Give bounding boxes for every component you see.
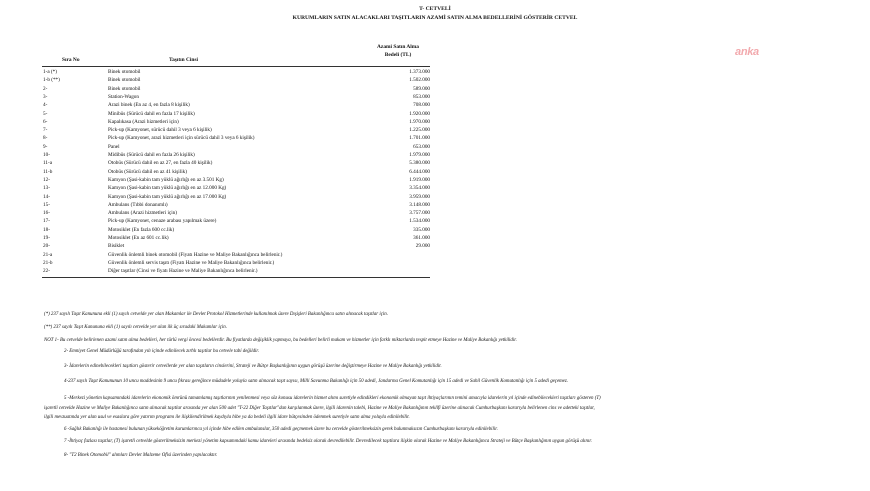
row-price: 1.502.000 — [409, 77, 430, 84]
row-vehicle-type: Panel — [108, 143, 120, 150]
brand-logo: anka — [735, 46, 759, 58]
header-bedel-line1: Azami Satın Alma — [377, 44, 419, 50]
row-price: 1.701.000 — [409, 135, 430, 142]
page-subtitle: KURUMLARIN SATIN ALACAKLARI TAŞITLARIN AZAMİ SATIN ALMA BEDELLERİNİ GÖSTERİR CETVEL — [292, 15, 578, 21]
row-number: 10- — [43, 152, 50, 158]
table-row — [0, 126, 870, 134]
row-vehicle-type: Arazi binek (En az 4, en fazla 8 kişilik) — [108, 102, 190, 109]
row-vehicle-type: Binek otomobil — [108, 85, 141, 92]
note-line: ilgili mevzuatında yer alan usul ve esaslara göre yatırım programı ile ilişkilendirilmek kaydıyla hibe ya da bedeli ilgili idare bütçesinden ödenmek suretiyle satın alma yoluyla edinilebilir. — [44, 415, 410, 420]
row-number: 7- — [43, 127, 48, 134]
row-price: 1.225.000 — [409, 127, 430, 134]
table-row — [0, 193, 870, 201]
row-price: 5.380.000 — [409, 160, 430, 167]
row-vehicle-type: Diğer taşıtlar (Cinsi ve fiyatı Hazine ve Maliye Bakanlığınca belirlenir.) — [108, 268, 258, 275]
note-line: 3- İdarelerin edinebilecekleri taşıtları gösterir cetvellerde yer alan taşıtların cinslerini, Strateji ve Bütçe Başkanlığının uygun görüşü üzerine değiştirmeye Hazine ve Maliye Bakanlığı yetkilidir. — [64, 364, 442, 369]
row-number: 22- — [43, 268, 50, 275]
note-line: NOT 1- Bu cetvelde belirlenen azami satın alma bedelleri, her türlü vergi öncesi bedellerdir. Bu fiyatlarda değişiklik yapmaya, bu bedelleri belirli makam ve hizmetler için farklı miktarlarda tespit etmeye Hazine ve Maliye Bakanlığı yetkilidir. — [44, 338, 517, 343]
table-row — [0, 93, 870, 101]
row-number: 2- — [43, 85, 48, 92]
row-number: 1-b (**) — [43, 77, 60, 84]
row-vehicle-type: Midibüs (Sürücü dahil en fazla 26 kişilik) — [108, 152, 195, 158]
row-vehicle-type: Kamyon (Şasi-kabin tam yüklü ağırlığı en az 17.000 Kg) — [108, 193, 227, 200]
row-vehicle-type: Pick-up (Kamyonet, cenaze arabası yapılmak üzere) — [108, 218, 217, 225]
row-price: 3.959.000 — [409, 193, 430, 200]
table-bottom-rule — [42, 277, 430, 278]
page-title: T- CETVELİ — [419, 6, 451, 12]
header-sira-no: Sıra No — [62, 57, 80, 63]
row-vehicle-type: Station-Wagon — [108, 93, 139, 100]
row-vehicle-type: Kapalıkasa (Arazi hizmetleri için) — [108, 118, 179, 125]
row-price: 3.354.000 — [409, 185, 430, 192]
row-vehicle-type: Güvenlik önlemli servis taşıtı (Fiyatı Hazine ve Maliye Bakanlığınca belirlenir.) — [108, 259, 275, 266]
row-vehicle-type: Güvenlik önlemli binek otomobil (Fiyatı Hazine ve Maliye Bakanlığınca belirlenir.) — [108, 251, 283, 258]
table-row — [0, 176, 870, 184]
row-vehicle-type: Ambulans (Tıbbi donanımlı) — [108, 201, 168, 208]
row-number: 3- — [43, 93, 48, 100]
row-vehicle-type: Binek otomobil — [108, 69, 141, 75]
row-price: 1.979.000 — [409, 152, 430, 158]
row-vehicle-type: Pick-up (Kamyonet, arazi hizmetleri için sürücü dahil 3 veya 6 kişilik) — [108, 135, 255, 142]
table-row — [0, 110, 870, 118]
header-tasit-cinsi: Taşıtın Cinsi — [169, 57, 199, 63]
row-number: 11-b — [43, 168, 53, 175]
table-row — [0, 234, 870, 242]
row-vehicle-type: Kamyon (Şasi-kabin tam yüklü ağırlığı en az 3.501 Kg) — [108, 176, 224, 183]
row-price: 708.000 — [413, 102, 430, 109]
note-line: (**) 237 sayılı Taşıt Kanununa ekli (1) sayılı cetvelde yer alan ilk üç sıradaki Makamlar için. — [44, 325, 227, 330]
row-number: 17- — [43, 218, 50, 225]
row-price: 1.970.000 — [409, 118, 430, 125]
note-line: 5 -Merkezi yönetim kapsamındaki idarelerin ekonomik ömrünü tamamlamış taşıtlarının yenilenmesi veya söz konusu idarelerin hizmet alımı suretiyle edindikleri ekonomik olmayan taşıt ihtiyaçlarının temini amacıyla idarelerin yıl içinde edinebilecekleri taşıtları gösteren (T) — [64, 396, 601, 401]
table-row — [0, 217, 870, 225]
row-price: 335.000 — [413, 226, 430, 233]
header-rule — [42, 66, 430, 67]
table-row — [0, 101, 870, 109]
row-number: 1-a (*) — [43, 69, 57, 75]
table-row — [0, 151, 870, 159]
table-row — [0, 259, 870, 267]
row-vehicle-type: Ambulans (Arazi hizmetleri için) — [108, 210, 177, 217]
header-bedel — [366, 43, 430, 59]
row-number: 19- — [43, 235, 50, 241]
row-price: 361.000 — [413, 235, 430, 241]
row-number: 21-a — [43, 251, 53, 258]
row-price: 29.000 — [415, 243, 430, 250]
table-row — [0, 68, 870, 76]
table-row — [0, 201, 870, 209]
table-row — [0, 134, 870, 142]
table-row — [0, 168, 870, 176]
row-price: 3.148.000 — [409, 201, 430, 208]
row-price: 1.919.000 — [409, 176, 430, 183]
row-vehicle-type: Motosiklet (En fazla 600 cc.lik) — [108, 226, 175, 233]
row-vehicle-type: Otobüs (Sürücü dahil en az 27, en fazla 40 kişilik) — [108, 160, 213, 167]
row-number: 21-b — [43, 259, 53, 266]
row-vehicle-type: Otobüs (Sürücü dahil en az 41 kişilik) — [108, 168, 187, 175]
row-number: 13- — [43, 185, 50, 192]
row-number: 14- — [43, 193, 50, 200]
note-line: 7 -İhtiyaç fazlası taşıtlar, (T) işaretli cetvelde gösterilmeksizin merkezi yönetim kapsamındaki kamu idareleri arasında bedelsiz olarak devredilebilir. Devredilecek taşıtlara ilişkin olarak Hazine ve Maliye Bakanlığınca Strateji ve Bütçe Başkanlığının uygun görüşü alınır. — [64, 439, 592, 444]
row-number: 15- — [43, 201, 50, 208]
row-number: 5- — [43, 110, 48, 117]
row-price: 1.373.000 — [409, 69, 430, 75]
note-line: (*) 237 sayılı Taşıt Kanununa ekli (1) sayılı cetvelde yer alan Makamlar ile Devlet Protokol Hizmetlerinde kullanılmak üzere Dışişleri Bakanlığınca satın alınacak taşıtlar için. — [44, 312, 388, 317]
row-price: 3.757.000 — [409, 210, 430, 217]
row-vehicle-type: Minibüs (Sürücü dahil en fazla 17 kişilik) — [108, 110, 195, 117]
note-line: 2- Emniyet Genel Müdürlüğü tarafından yılı içinde edinilecek zırhlı taşıtlar bu cetvele tabi değildir. — [64, 349, 259, 354]
row-number: 11-a — [43, 160, 53, 167]
row-number: 6- — [43, 118, 48, 125]
row-price: 853.000 — [413, 93, 430, 100]
note-line: 8- "T2 Binek Otomobil" alımları Devlet Malzeme Ofisi üzerinden yapılacaktır. — [64, 453, 218, 458]
row-number: 18- — [43, 226, 50, 233]
row-vehicle-type: Motosiklet (En az 601 cc.lik) — [108, 235, 169, 241]
table-row — [0, 184, 870, 192]
table-row — [0, 85, 870, 93]
table-row — [0, 159, 870, 167]
row-price: 6.444.000 — [409, 168, 430, 175]
row-number: 4- — [43, 102, 48, 109]
table-row — [0, 76, 870, 84]
table-row — [0, 118, 870, 126]
table-row — [0, 267, 870, 275]
note-line: 6 -Sağlık Bakanlığı ile hastanesi bulunan yükseköğretim kurumlarınca yıl içinde hibe edilen ambulanslar, 350 adedi geçmemek üzere bu cetvelde gösterilmeksizin gerek bulunmaksızın Cumhurbaşkanı kararıyla edinilebilir. — [64, 427, 498, 432]
row-price: 653.000 — [413, 143, 430, 150]
row-number: 8- — [43, 135, 48, 142]
table-row — [0, 242, 870, 250]
note-line: işaretli cetvelde Hazine ve Maliye Bakanlığınca satın alınacak taşıtlar arasında yer alan 500 adet "T-22 Diğer Taşıtlar"dan karşılanmak üzere, ilgili idarenin talebi, Hazine ve Maliye Bakanlığının teklifi üzerine alınacak Cumhurbaşkanı kararıyla belirlenen cins ve adetteki taşıtlar, — [44, 406, 595, 411]
row-number: 9- — [43, 143, 48, 150]
row-number: 20- — [43, 243, 50, 250]
row-vehicle-type: Kamyon (Şasi-kabin tam yüklü ağırlığı en az 12.000 Kg) — [108, 185, 227, 192]
row-vehicle-type: Pick-up (Kamyonet, sürücü dahil 3 veya 6 kişilik) — [108, 127, 212, 134]
note-line: 4-237 sayılı Taşıt Kanununun 10 uncu maddesinin 9 uncu fıkrası gereğince müdadele yoluyla satın alınacak taşıt sayısı, Milli Savunma Bakanlığı için 50 adedi, Jandarma Genel Komutanlığı için 15 adedi ve Sahil Güvenlik Komutanlığı için 5 adedi geçemez. — [64, 379, 568, 384]
row-number: 12- — [43, 176, 50, 183]
table-row — [0, 251, 870, 259]
table-row — [0, 143, 870, 151]
row-vehicle-type: Bisiklet — [108, 243, 125, 250]
table-row — [0, 209, 870, 217]
table-row — [0, 226, 870, 234]
row-price: 589.000 — [413, 85, 430, 92]
header-bedel-line2: Bedeli (TL) — [384, 52, 412, 58]
row-price: 1.920.000 — [409, 110, 430, 117]
row-vehicle-type: Binek otomobil — [108, 77, 141, 84]
row-price: 1.534.000 — [409, 218, 430, 225]
row-number: 16- — [43, 210, 50, 217]
